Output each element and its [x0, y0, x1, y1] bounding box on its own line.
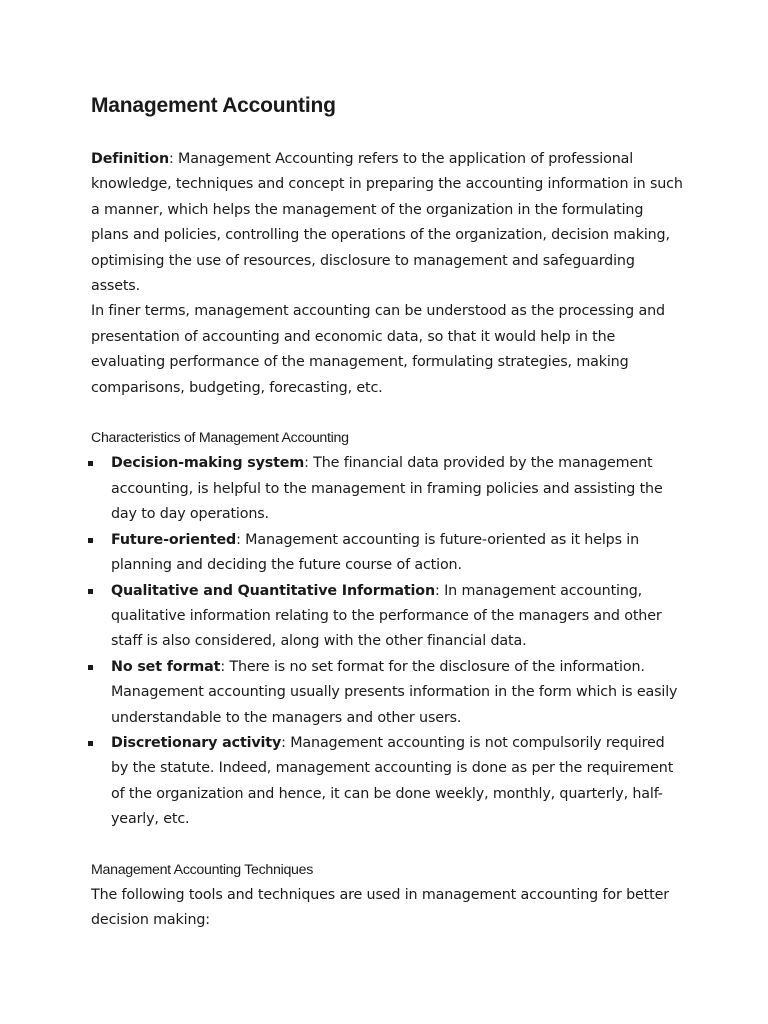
- list-item-text: : Management accounting is future-oriented as it helps in planning and deciding the future course of action.: [111, 531, 640, 574]
- list-item-text: : The financial data provided by the management accounting, is helpful to the management in framing policies and assisting the day to day operations.: [111, 455, 663, 523]
- techniques-heading: Management Accounting Techniques: [91, 861, 314, 878]
- techniques-paragraph: The following tools and techniques are used in management accounting for better decision making:: [91, 886, 669, 929]
- square-bullet-icon: [88, 741, 93, 746]
- characteristics-list: [91, 451, 683, 832]
- square-bullet-icon: [88, 538, 93, 543]
- section-spacer: [91, 401, 683, 426]
- finer-terms-paragraph: In finer terms, management accounting can be understood as the processing and presentation of accounting and economic data, so that it would help in the evaluating performance of the management, formulating strategies, making comparisons, budgeting, forecasting, etc.: [91, 303, 665, 396]
- definition-label: Definition: [91, 151, 169, 167]
- list-item: [91, 579, 683, 655]
- document-title: Management Accounting: [91, 94, 336, 117]
- list-item-term: Qualitative and Quantitative Information: [111, 582, 436, 599]
- list-item-term: No set format: [111, 658, 221, 675]
- definition-text: : Management Accounting refers to the application of professional knowledge, techniques and concept in preparing the accounting information in such a manner, which helps the management of the organization in the formulating plans and policies, controlling the operations of the organization, decision making, optimising the use of resources, disclosure to management and safeguarding assets.: [91, 151, 683, 295]
- list-item-term: Discretionary activity: [111, 734, 282, 751]
- list-item-text: : There is no set format for the disclosure of the information. Management accounting usually presents information in the form which is easily understandable to the managers and other users.: [111, 658, 678, 726]
- list-item: [91, 528, 683, 579]
- square-bullet-icon: [88, 665, 93, 670]
- square-bullet-icon: [88, 461, 93, 466]
- list-item-term: Future-oriented: [111, 531, 237, 548]
- list-item: [91, 731, 683, 833]
- list-item: [91, 451, 683, 527]
- list-item: [91, 655, 683, 731]
- list-item-text: : Management accounting is not compulsorily required by the statute. Indeed, management accounting is done as per the requirement of the organization and hence, it can be done weekly, monthly, quarterly, half-yearly, etc.: [111, 734, 674, 828]
- definition-paragraph: [91, 147, 683, 299]
- document-page: [91, 92, 683, 934]
- list-item-text: : In management accounting, qualitative information relating to the performance of the managers and other staff is also considered, along with the other financial data.: [111, 582, 662, 650]
- characteristics-heading: Characteristics of Management Accounting: [91, 430, 349, 447]
- square-bullet-icon: [88, 589, 93, 594]
- list-item-term: Decision-making system: [111, 455, 305, 472]
- section-spacer: [91, 833, 683, 858]
